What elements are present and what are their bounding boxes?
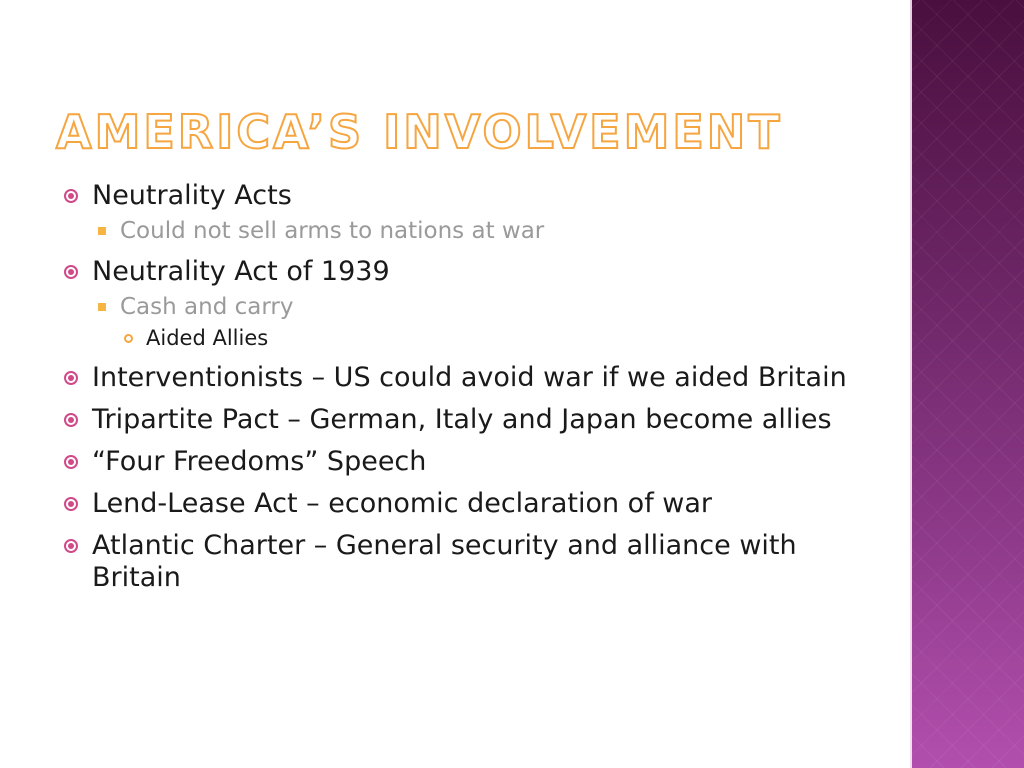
bullet-item — [62, 488, 862, 520]
circle-bullet-icon — [64, 371, 78, 385]
bullet-text: Tripartite Pact – German, Italy and Japan become allies — [92, 404, 832, 435]
bullet-text: Interventionists – US could avoid war if we aided Britain — [92, 362, 847, 393]
bullet-item — [62, 404, 862, 436]
bullet-item — [62, 362, 862, 394]
circle-bullet-icon — [64, 497, 78, 511]
sub-sub-bullet-item — [62, 324, 862, 352]
sub-bullet-item — [62, 292, 862, 322]
bullet-text: Cash and carry — [120, 294, 294, 320]
bullet-text: Aided Allies — [146, 326, 269, 350]
circle-bullet-icon — [64, 189, 78, 203]
circle-bullet-icon — [64, 265, 78, 279]
bullet-text: Lend-Lease Act – economic declaration of war — [92, 488, 713, 519]
bullet-item — [62, 446, 862, 478]
slide-title: AMERICA’S INVOLVEMENT — [56, 105, 783, 159]
bullet-text: Neutrality Act of 1939 — [92, 256, 390, 287]
bullet-item — [62, 256, 862, 288]
bullet-text: Atlantic Charter – General security and alliance with Britain — [92, 530, 797, 593]
bullet-item — [62, 180, 862, 212]
bullet-text: “Four Freedoms” Speech — [92, 446, 427, 477]
square-bullet-icon — [98, 303, 106, 311]
circle-bullet-icon — [64, 539, 78, 553]
circle-bullet-icon — [64, 413, 78, 427]
square-bullet-icon — [98, 227, 106, 235]
bullet-item — [62, 530, 862, 594]
circle-bullet-icon — [64, 455, 78, 469]
sub-bullet-item — [62, 216, 862, 246]
bullet-list — [62, 180, 862, 594]
decorative-side-band — [912, 0, 1024, 768]
ring-bullet-icon — [124, 334, 133, 343]
bullet-text: Could not sell arms to nations at war — [120, 218, 545, 244]
bullet-text: Neutrality Acts — [92, 180, 292, 211]
